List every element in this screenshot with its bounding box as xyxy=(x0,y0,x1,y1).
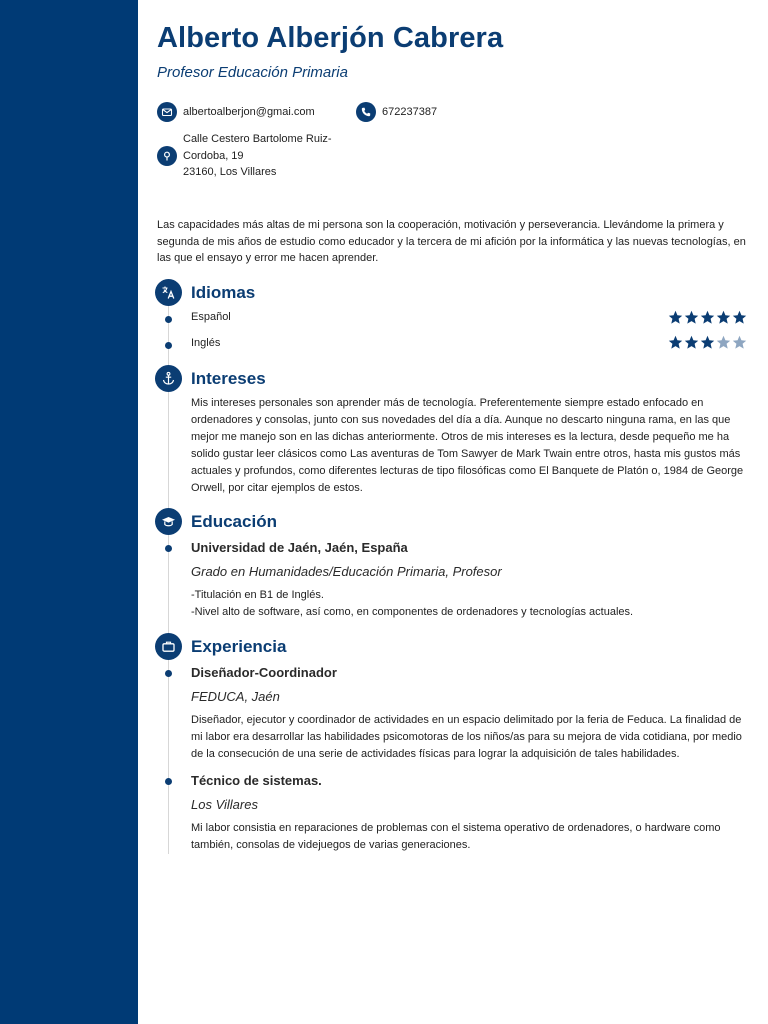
address-line-3: 23160, Los Villares xyxy=(183,166,277,178)
profile-summary: Las capacidades más altas de mi persona son la cooperación, motivación y perseverancia. Llevándome la primera y segunda de mis años de estudio como educador y la tercera de mi afición por la informática y las nuevas tecnologías, en las que el ensayo y error me hacen aprender. xyxy=(157,219,746,264)
star-filled-icon xyxy=(684,335,699,350)
timeline-dot xyxy=(165,670,172,677)
star-empty-icon xyxy=(716,335,731,350)
anchor-icon xyxy=(155,365,182,392)
section-title-idiomas: Idiomas xyxy=(191,283,256,302)
education-degree: Grado en Humanidades/Educación Primaria, Profesor xyxy=(191,564,502,579)
star-filled-icon xyxy=(732,310,747,325)
education-detail-1: -Titulación en B1 de Inglés. xyxy=(191,589,324,601)
section-title-experiencia: Experiencia xyxy=(191,637,287,656)
mail-icon xyxy=(157,102,177,122)
briefcase-icon xyxy=(155,633,182,660)
star-filled-icon xyxy=(668,310,683,325)
job-title: Diseñador-Coordinador xyxy=(191,665,337,680)
job-company: FEDUCA, Jaén xyxy=(191,689,280,704)
timeline-dot xyxy=(165,342,172,349)
star-filled-icon xyxy=(700,310,715,325)
section-title-intereses: Intereses xyxy=(191,369,266,388)
phone-icon xyxy=(356,102,376,122)
language-name: Español xyxy=(191,311,231,323)
language-rating-espanol xyxy=(668,310,747,325)
education-detail-2: -Nivel alto de software, así como, en componentes de ordenadores y tecnologías actuales. xyxy=(191,606,634,618)
phone-text: 672237387 xyxy=(382,106,438,118)
intereses-text: Mis intereses personales son aprender más de tecnología. Preferentemente siempre estado enfocado en ordenadores y consolas, junto con sus novedades del día a día. Aunque no descarto ninguna rama, en las que mejor me manejo son en las dichas anteriormente. Otros de mis intereses es la lectura, desde pequeño me ha solido gustar leer clásicos como Las aventuras de Tom Sawyer de Mark Twain entre otros, hasta mis gustos más actuales y profundos, como diferentes lecturas de tipo filosóficas como El Banquete de Platón o, 1984 de George Orwell, por citar ejemplos de estos. xyxy=(191,397,744,494)
job-description: Diseñador, ejecutor y coordinador de actividades en un espacio delimitado por la feria de Feduca. La finalidad de mi labor era desarrollar las habilidades psicomotoras de los niños/as para su mejora de vida cotidiana, por medio de la consecución de una serie de actividades físicas para lograr la adquisición de tales habilidades. xyxy=(191,714,742,760)
language-name: Inglés xyxy=(191,337,221,349)
job-company: Los Villares xyxy=(191,797,258,812)
language-rating-ingles xyxy=(668,335,747,350)
translate-icon xyxy=(155,279,182,306)
sidebar-band xyxy=(0,0,138,1024)
candidate-name: Alberto Alberjón Cabrera xyxy=(157,22,504,54)
star-filled-icon xyxy=(668,335,683,350)
timeline-dot xyxy=(165,778,172,785)
address-line-2: Cordoba, 19 xyxy=(183,150,244,162)
job-title: Técnico de sistemas. xyxy=(191,773,322,788)
candidate-role: Profesor Educación Primaria xyxy=(157,64,348,81)
timeline-dot xyxy=(165,545,172,552)
education-institution: Universidad de Jaén, Jaén, España xyxy=(191,540,408,555)
star-empty-icon xyxy=(732,335,747,350)
star-filled-icon xyxy=(700,335,715,350)
address-line-1: Calle Cestero Bartolome Ruiz- xyxy=(183,133,332,145)
section-title-educacion: Educación xyxy=(191,512,277,531)
map-pin-icon xyxy=(157,146,177,166)
timeline-dot xyxy=(165,316,172,323)
graduation-cap-icon xyxy=(155,508,182,535)
star-filled-icon xyxy=(716,310,731,325)
email-text: albertoalberjon@gmai.com xyxy=(183,106,315,118)
job-description: Mi labor consistia en reparaciones de problemas con el sistema operativo de ordenadores, o hardware como también, consolas de videjuegos de varias generaciones. xyxy=(191,822,721,851)
star-filled-icon xyxy=(684,310,699,325)
